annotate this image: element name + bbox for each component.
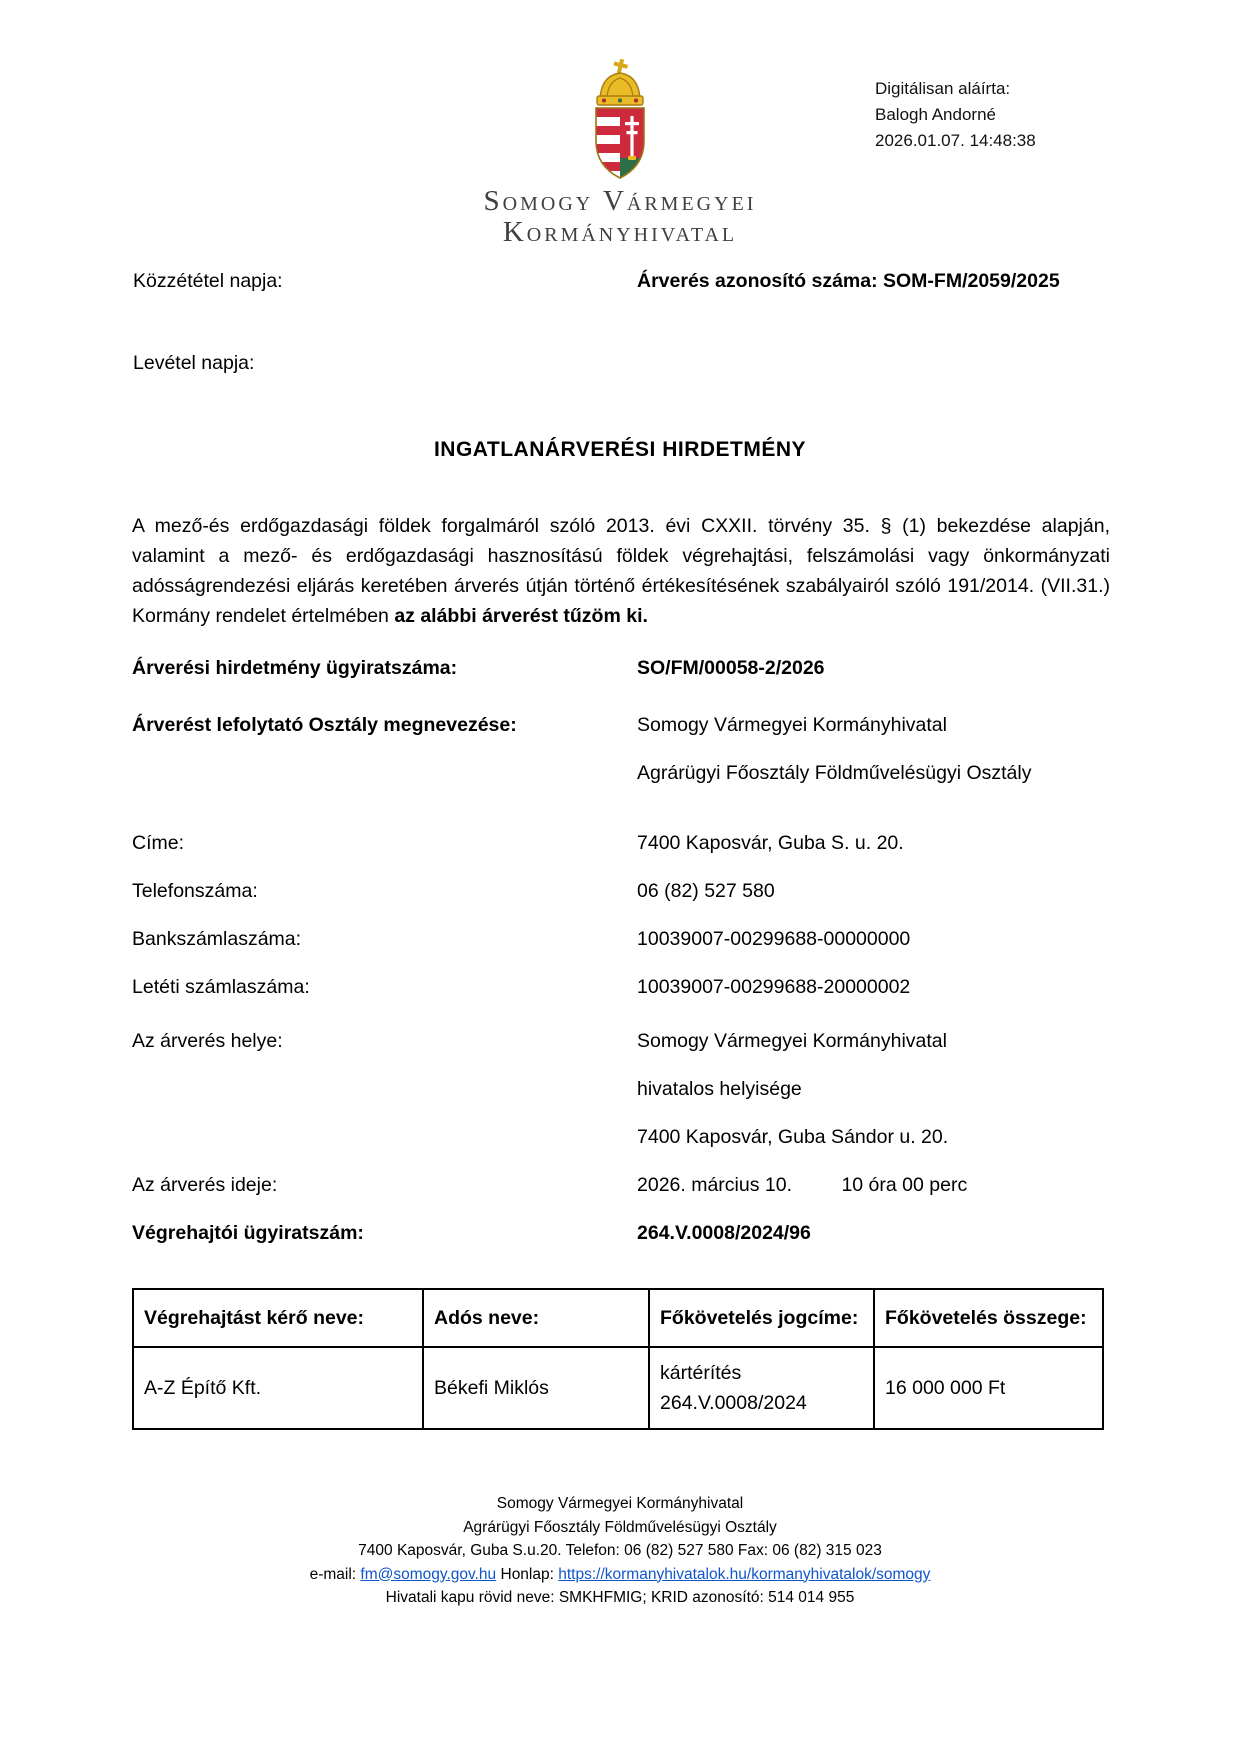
field-label: Letéti számlaszáma: [132, 976, 310, 998]
field-label: Árverési hirdetmény ügyiratszáma: [132, 657, 458, 679]
field-value: 264.V.0008/2024/96 [637, 1222, 811, 1244]
field-row-executor-case [132, 1220, 1110, 1246]
field-row-auction-place [132, 1028, 1110, 1161]
removal-date-label: Levétel napja: [133, 352, 255, 374]
cell-debtor: Békefi Miklós [423, 1347, 649, 1429]
email-label: e-mail: [309, 1565, 361, 1583]
org-wordmark [0, 186, 1240, 248]
field-value-line: Somogy Vármegyei Kormányhivatal [637, 714, 947, 736]
table-row [133, 1347, 1103, 1429]
signature-line-2: Balogh Andorné [875, 105, 996, 124]
footer-department: Agrárügyi Főosztály Földművelésügyi Osztály [463, 1518, 777, 1536]
homepage-label: Honlap: [496, 1565, 559, 1583]
footer-krid: Hivatali kapu rövid neve: SMKHFMIG; KRID azonosító: 514 014 955 [385, 1589, 855, 1606]
header-claim-amount: Főkövetelés összege: [874, 1289, 1103, 1347]
footer-org: Somogy Vármegyei Kormányhivatal [496, 1495, 744, 1512]
intro-paragraph [132, 511, 1110, 631]
page-title: INGATLANÁRVERÉSI HIRDETMÉNY [433, 438, 807, 461]
publish-date-label: Közzététel napja: [133, 270, 283, 292]
field-row-auction-time [132, 1172, 1110, 1198]
field-label: Az árverés helye: [132, 1030, 283, 1052]
document-footer [0, 1492, 1240, 1610]
org-name-line-2: Kormányhivatal [502, 216, 738, 248]
signature-line-3: 2026.01.07. 14:48:38 [875, 131, 1036, 150]
intro-text: A mező-és erdőgazdasági földek forgalmáról szóló 2013. évi CXXII. törvény 35. § (1) bekezdése alapján, valamint a mező- és erdőgazdasági hasznosítású földek végrehajtási, felszámolási vagy önkormányzati adósságrendezési eljárás keretében árverés útján történő értékesítésének szabályairól szóló 191/2014. (VII.31.) Kormány rendelet értelmében [132, 515, 1110, 627]
field-label: Végrehajtói ügyiratszám: [132, 1222, 364, 1244]
claim-line: kártérítés [660, 1362, 742, 1384]
field-value-line: hivatalos helyisége [637, 1078, 802, 1100]
signature-line-1: Digitálisan aláírta: [875, 79, 1011, 98]
homepage-link[interactable]: https://kormanyhivatalok.hu/kormanyhivatalok/somogy [558, 1565, 931, 1583]
field-value-line: Agrárügyi Főosztály Földművelésügyi Osztály [637, 762, 1032, 784]
cell-claim [649, 1347, 874, 1429]
field-label: Címe: [132, 832, 185, 854]
digital-signature-block [875, 76, 1036, 154]
footer-contact: 7400 Kaposvár, Guba S.u.20. Telefon: 06 (82) 527 580 Fax: 06 (82) 315 023 [358, 1542, 882, 1559]
intro-bold-text: az alábbi árverést tűzöm ki. [394, 605, 648, 627]
email-link[interactable]: fm@somogy.gov.hu [360, 1565, 497, 1583]
cell-creditor: A-Z Építő Kft. [133, 1347, 423, 1429]
header-creditor: Végrehajtást kérő neve: [133, 1289, 423, 1347]
field-label: Telefonszáma: [132, 880, 258, 902]
field-label: Az árverés ideje: [132, 1174, 278, 1196]
field-row-deposit-account [132, 974, 1110, 1000]
auction-id: Árverés azonosító száma: SOM-FM/2059/2025 [637, 270, 1060, 292]
field-row-phone [132, 878, 1110, 904]
field-row-case-number [132, 655, 1110, 681]
field-value-line: Somogy Vármegyei Kormányhivatal [637, 1030, 947, 1052]
field-value: SO/FM/00058-2/2026 [637, 657, 825, 679]
org-name-line-1: Somogy Vármegyei [483, 185, 757, 217]
field-row-bank-account [132, 926, 1110, 952]
header-claim-title: Főkövetelés jogcíme: [649, 1289, 874, 1347]
field-value: 10039007-00299688-20000002 [637, 976, 911, 998]
field-row-address [132, 830, 1110, 856]
field-value: 10039007-00299688-00000000 [637, 928, 911, 950]
table-header-row [133, 1289, 1103, 1347]
claims-table [132, 1288, 1104, 1430]
field-label: Bankszámlaszáma: [132, 928, 302, 950]
field-value-line: 7400 Kaposvár, Guba Sándor u. 20. [637, 1126, 949, 1148]
field-value: 06 (82) 527 580 [637, 880, 775, 902]
hungary-coat-of-arms-icon [587, 58, 653, 191]
auction-date: 2026. március 10. [637, 1174, 793, 1196]
footer-links-line [0, 1563, 1240, 1587]
auction-hour: 10 óra 00 perc [841, 1174, 968, 1196]
field-label: Árverést lefolytató Osztály megnevezése: [132, 714, 517, 736]
field-row-department [132, 712, 1110, 797]
cell-amount: 16 000 000 Ft [874, 1347, 1103, 1429]
claim-line: 264.V.0008/2024 [660, 1392, 807, 1414]
field-value: 7400 Kaposvár, Guba S. u. 20. [637, 832, 904, 854]
header-debtor: Adós neve: [423, 1289, 649, 1347]
